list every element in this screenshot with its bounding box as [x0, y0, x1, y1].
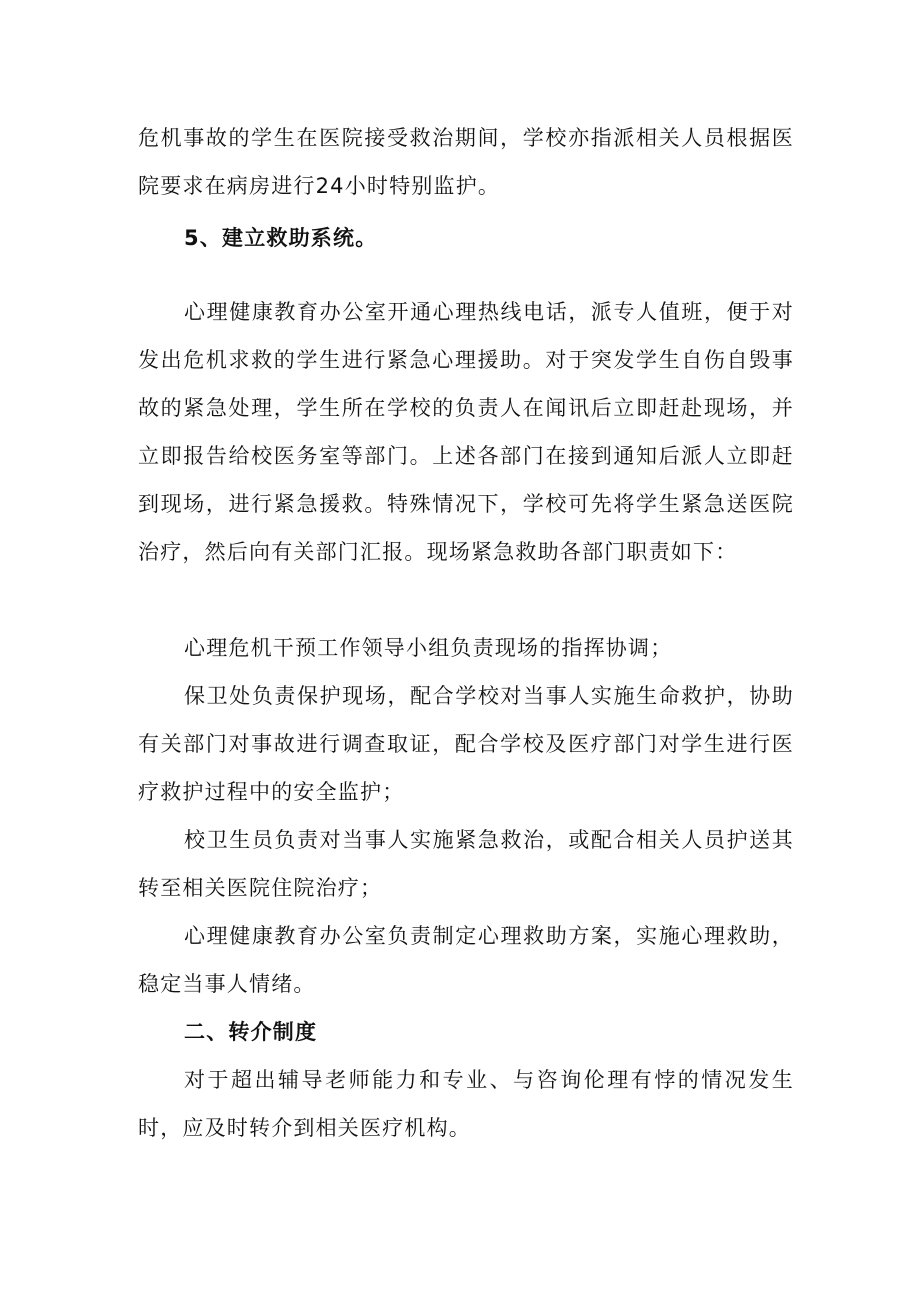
paragraph-hospital-monitoring: 危机事故的学生在医院接受救治期间，学校亦指派相关人员根据医院要求在病房进行24小时特别监护。 — [138, 126, 794, 198]
paragraph-referral: 对于超出辅导老师能力和专业、与咨询伦理有悖的情况发生时，应及时转介到相关医疗机构。 — [138, 1068, 794, 1140]
paragraph-rescue-system: 心理健康教育办公室开通心理热线电话，派专人值班，便于对发出危机求救的学生进行紧急心理援助。对于突发学生自伤自毁事故的紧急处理，学生所在学校的负责人在闻讯后立即赶赴现场，并立即报告给校医务室等部门。上述各部门在接到通知后派人立即赶到现场，进行紧急援救。特殊情况下，学校可先将学生紧急送医院治疗，然后向有关部门汇报。现场紧急救助各部门职责如下： — [138, 300, 794, 564]
paragraph-counseling-office-duty: 心理健康教育办公室负责制定心理救助方案，实施心理救助，稳定当事人情绪。 — [138, 924, 794, 996]
paragraph-security-duty: 保卫处负责保护现场，配合学校对当事人实施生命救护，协助有关部门对事故进行调查取证，配合学校及医疗部门对学生进行医疗救护过程中的安全监护； — [138, 684, 794, 804]
paragraph-medic-duty: 校卫生员负责对当事人实施紧急救治，或配合相关人员护送其转至相关医院住院治疗； — [138, 828, 794, 900]
paragraph-leadership-duty: 心理危机干预工作领导小组负责现场的指挥协调； — [184, 636, 673, 660]
section-heading-rescue-system: 5、建立救助系统。 — [184, 226, 378, 250]
section-heading-referral: 二、转介制度 — [184, 1020, 318, 1044]
